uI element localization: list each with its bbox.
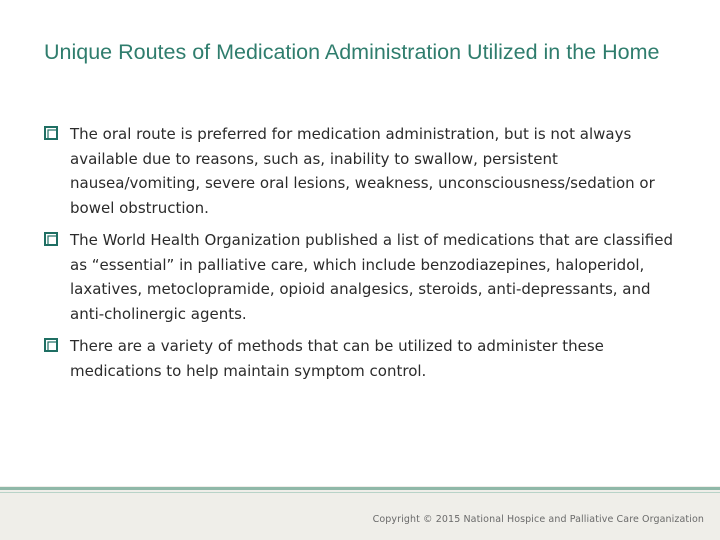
bullet-text: The oral route is preferred for medication administration, but is not always available due to reasons, such as, inability to swallow, persistent nausea/vomiting, severe oral lesions, weakness, unconsciousness/sedation or bowel obstruction. <box>70 125 655 217</box>
checkbox-icon <box>44 338 58 352</box>
bullet-list <box>44 122 684 391</box>
copyright-text: Copyright © 2015 National Hospice and Palliative Care Organization <box>372 514 704 525</box>
bullet-text: The World Health Organization published a list of medications that are classified as “essential” in palliative care, which include benzodiazepines, haloperidol, laxatives, metoclopramide, opioid analgesics, steroids, anti-depressants, and anti-cholinergic agents. <box>70 231 673 323</box>
footer-divider <box>0 487 720 490</box>
checkbox-icon <box>44 232 58 246</box>
checkbox-icon <box>44 126 58 140</box>
bullet-text: There are a variety of methods that can be utilized to administer these medications to help maintain symptom control. <box>70 337 604 380</box>
slide-title: Unique Routes of Medication Administration Utilized in the Home <box>44 40 660 64</box>
bullet-item <box>44 122 684 220</box>
footer-divider-thin <box>0 492 720 493</box>
footer-bar <box>0 486 720 540</box>
bullet-item <box>44 334 684 383</box>
bullet-item <box>44 228 684 326</box>
